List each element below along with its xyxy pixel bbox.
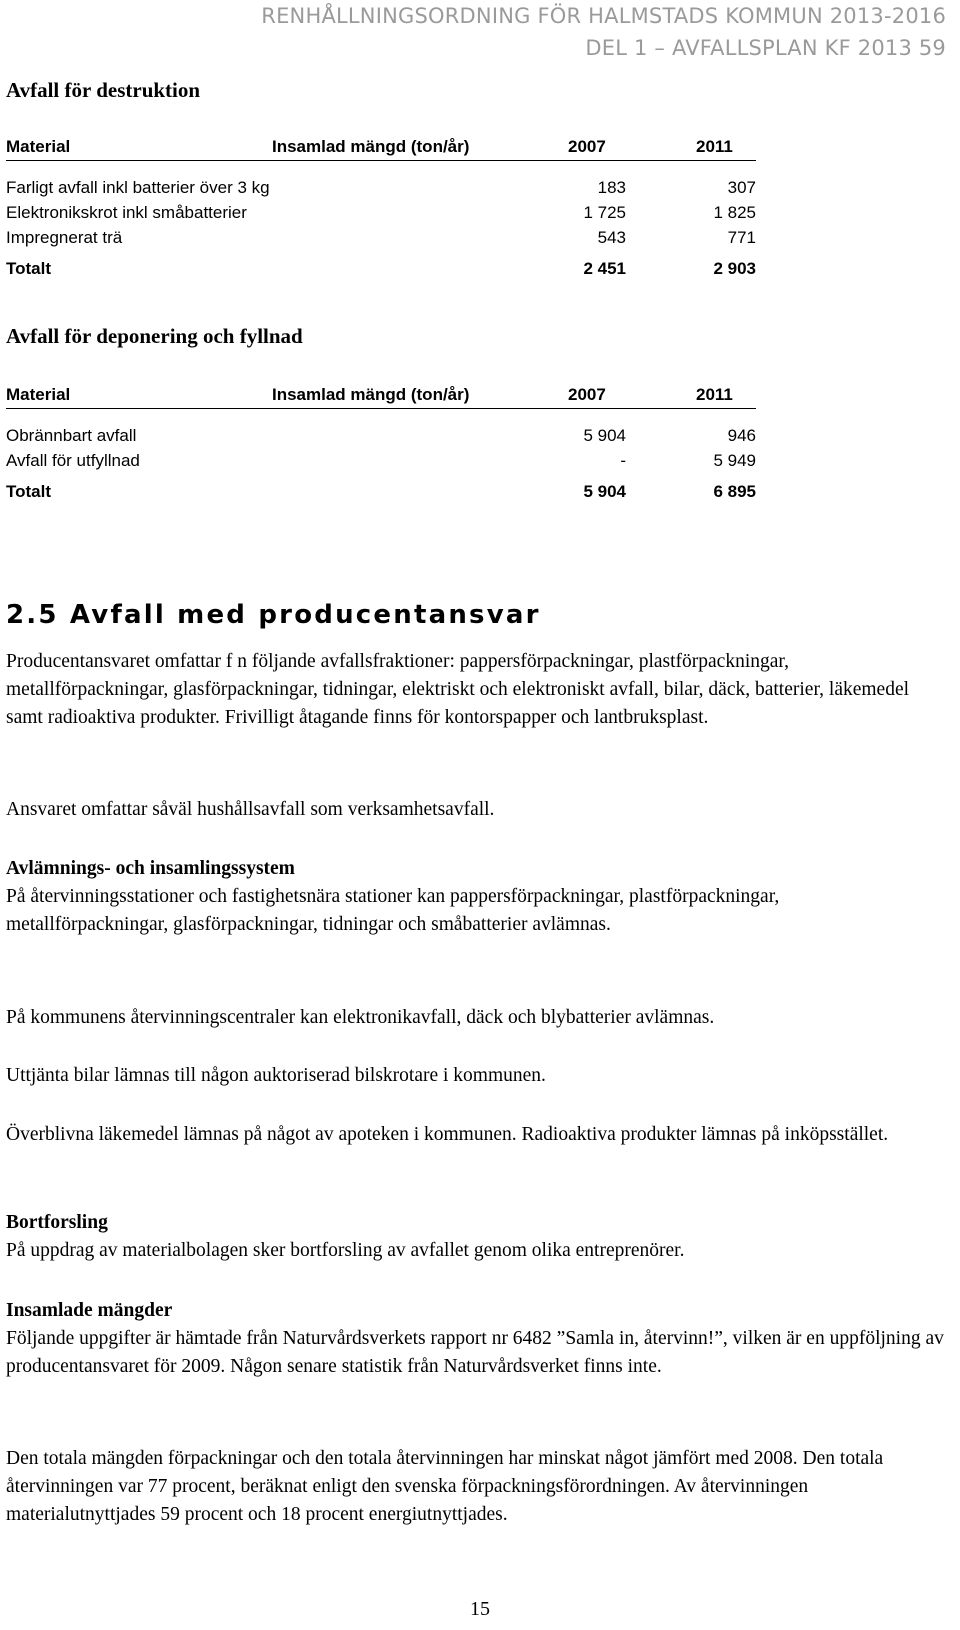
cell-total-label: Totalt	[6, 482, 52, 501]
subsection-avlamning	[6, 855, 946, 939]
subheading: Avlämnings- och insamlingssystem	[6, 858, 295, 879]
table-deponering	[6, 380, 756, 504]
col-header-2011: 2011	[626, 380, 756, 409]
cell-2011: 307	[727, 178, 756, 197]
paragraph: Producentansvaret omfattar f n följande avfallsfraktioner: pappersförpackningar, plastförpackningar, metallförpackningar, glasförpackningar, tidningar, elektriskt och elektroniskt avfall, bilar, däck, batterier, läkemedel samt radioaktiva produkter. Frivilligt åtagande finns för kontorspapper och lantbruksplast.	[6, 651, 910, 728]
table-destruktion	[6, 132, 756, 281]
cell-material: Avfall för utfyllnad	[6, 451, 140, 470]
table-row	[6, 200, 756, 225]
table-row	[6, 225, 756, 250]
table-total-row	[6, 250, 756, 281]
paragraph: På uppdrag av materialbolagen sker bortforsling av avfallet genom olika entreprenörer.	[6, 1240, 685, 1261]
section-heading: 2.5 Avfall med producentansvar	[6, 600, 541, 630]
paragraph-lakemedel	[6, 1121, 946, 1149]
cell-2007: 1 725	[583, 203, 626, 222]
paragraph-atervinningscentraler	[6, 1004, 946, 1032]
table-row	[6, 423, 756, 448]
running-header-subtitle: DEL 1 – AVFALLSPLAN KF 2013 59	[585, 36, 946, 60]
paragraph: Uttjänta bilar lämnas till någon auktoriserad bilskrotare i kommunen.	[6, 1065, 546, 1086]
paragraph-producentansvar	[6, 648, 946, 732]
cell-2007: 183	[597, 178, 626, 197]
cell-2007: -	[620, 451, 626, 470]
paragraph: Den totala mängden förpackningar och den totala återvinningen har minskat något jämfört med 2008. Den totala återvinningen var 77 procent, beräknat enligt den svenska förpackningsförordningen. Av återvinningen materialutnyttjades 59 procent och 18 procent energiutnyttjades.	[6, 1448, 884, 1525]
cell-2011: 1 825	[713, 203, 756, 222]
table-header-row	[6, 380, 756, 409]
table-row	[6, 448, 756, 473]
subheading: Bortforsling	[6, 1212, 108, 1233]
col-header-amount: Insamlad mängd (ton/år)	[272, 380, 538, 409]
paragraph-bilar	[6, 1062, 946, 1090]
table2-title: Avfall för deponering och fyllnad	[6, 324, 303, 348]
paragraph: På återvinningsstationer och fastighetsnära stationer kan pappersförpackningar, plastförpackningar, metallförpackningar, glasförpackningar, tidningar och småbatterier avlämnas.	[6, 886, 780, 935]
cell-material: Elektronikskrot inkl småbatterier	[6, 203, 247, 222]
paragraph: Överblivna läkemedel lämnas på något av apoteken i kommunen. Radioaktiva produkter lämnas på inköpsstället.	[6, 1124, 889, 1145]
cell-material: Impregnerat trä	[6, 228, 123, 247]
cell-2007: 543	[597, 228, 626, 247]
cell-total-2007: 5 904	[583, 482, 626, 501]
cell-total-2007: 2 451	[583, 259, 626, 278]
col-header-material: Material	[6, 132, 272, 161]
cell-total-label: Totalt	[6, 259, 52, 278]
cell-material: Farligt avfall inkl batterier över 3 kg	[6, 178, 270, 197]
cell-material: Obrännbart avfall	[6, 426, 137, 445]
cell-2011: 771	[727, 228, 756, 247]
paragraph: Ansvaret omfattar såväl hushållsavfall som verksamhetsavfall.	[6, 799, 495, 820]
running-header-title: RENHÅLLNINGSORDNING FÖR HALMSTADS KOMMUN 2013-2016	[261, 4, 946, 28]
subsection-insamlade	[6, 1297, 946, 1381]
col-header-2011: 2011	[626, 132, 756, 161]
cell-2007: 5 904	[583, 426, 626, 445]
cell-2011: 5 949	[713, 451, 756, 470]
table-row	[6, 175, 756, 200]
cell-2011: 946	[727, 426, 756, 445]
paragraph-ansvar	[6, 796, 946, 824]
paragraph: Följande uppgifter är hämtade från Naturvårdsverkets rapport nr 6482 ”Samla in, återvinn!”, vilken är en uppföljning av producentansvaret för 2009. Någon senare statistik från Naturvårdsverket finns inte.	[6, 1328, 944, 1377]
subsection-bortforsling	[6, 1209, 946, 1265]
col-header-2007: 2007	[538, 132, 626, 161]
cell-total-2011: 6 895	[713, 482, 756, 501]
table1-title: Avfall för destruktion	[6, 78, 201, 102]
col-header-amount: Insamlad mängd (ton/år)	[272, 132, 538, 161]
subheading: Insamlade mängder	[6, 1300, 173, 1321]
col-header-2007: 2007	[538, 380, 626, 409]
page-number: 15	[470, 1598, 490, 1620]
cell-total-2011: 2 903	[713, 259, 756, 278]
table-total-row	[6, 473, 756, 504]
table-header-row	[6, 132, 756, 161]
paragraph: På kommunens återvinningscentraler kan elektronikavfall, däck och blybatterier avlämnas.	[6, 1007, 715, 1028]
paragraph-forpackningar	[6, 1445, 946, 1529]
col-header-material: Material	[6, 380, 272, 409]
